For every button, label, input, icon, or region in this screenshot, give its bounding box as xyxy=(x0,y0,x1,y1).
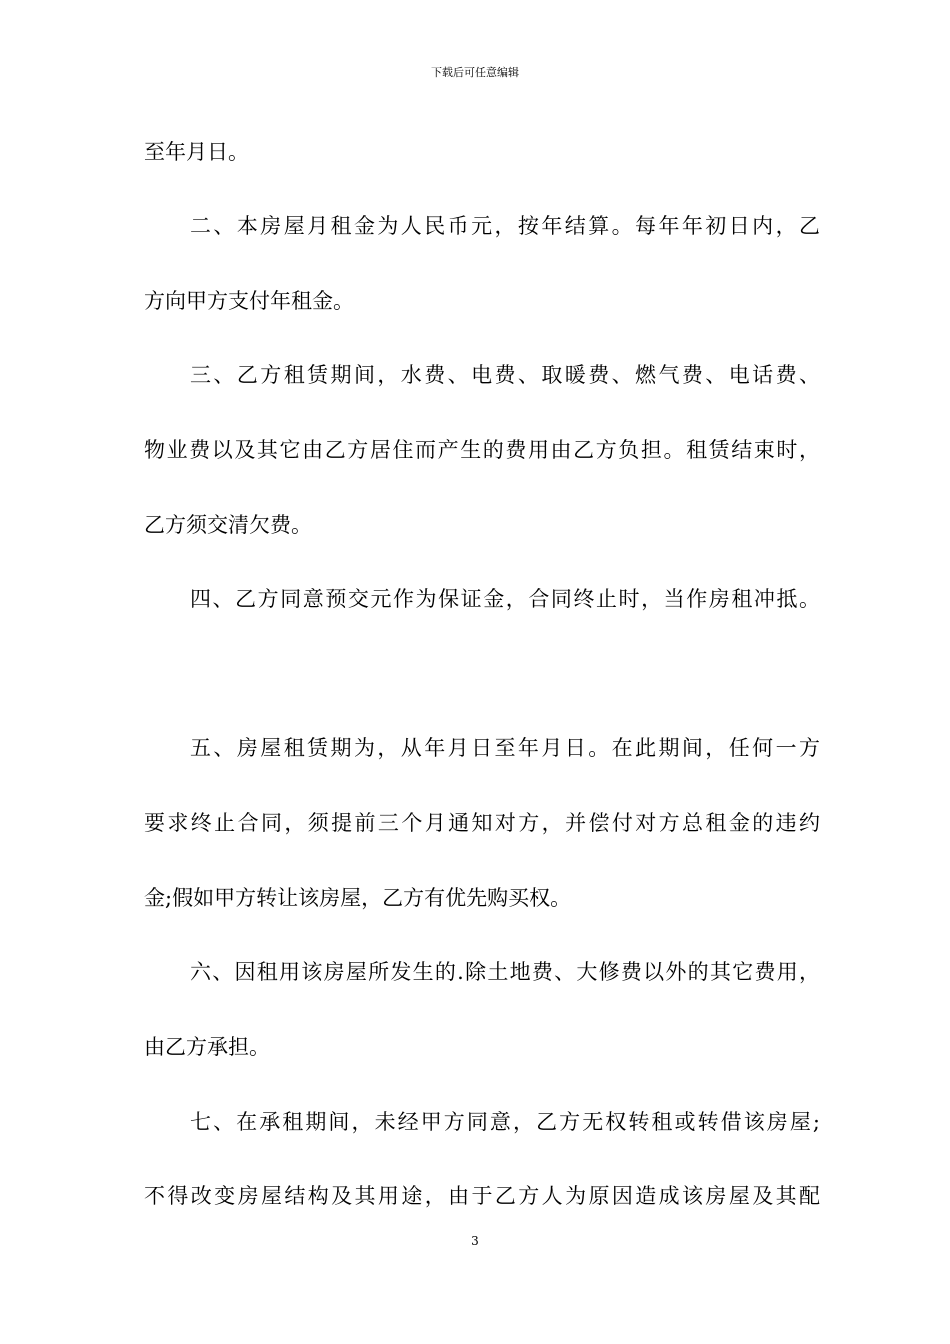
page-number: 3 xyxy=(471,1234,479,1248)
page-header-note: 下载后可任意编辑 xyxy=(431,66,519,79)
paragraph-line: 四、乙方同意预交元作为保证金，合同终止时，当作房租冲抵。 xyxy=(190,587,820,611)
paragraph-line: 乙方须交清欠费。 xyxy=(144,513,312,537)
paragraph-line: 三、乙方租赁期间，水费、电费、取暖费、燃气费、电话费、 xyxy=(190,363,820,387)
paragraph-line: 五、房屋租赁期为，从年月日至年月日。在此期间，任何一方 xyxy=(190,736,820,760)
paragraph-line: 由乙方承担。 xyxy=(144,1035,270,1059)
paragraph-line: 七、在承租期间，未经甲方同意，乙方无权转租或转借该房屋; xyxy=(190,1110,820,1134)
paragraph-line: 二、本房屋月租金为人民币元，按年结算。每年年初日内，乙 xyxy=(190,214,820,238)
paragraph-line: 至年月日。 xyxy=(144,140,249,164)
paragraph-line: 六、因租用该房屋所发生的.除土地费、大修费以外的其它费用， xyxy=(190,960,820,984)
paragraph-line: 方向甲方支付年租金。 xyxy=(144,289,354,313)
paragraph-line: 物业费以及其它由乙方居住而产生的费用由乙方负担。租赁结束时， xyxy=(144,438,820,462)
paragraph-line: 金;假如甲方转让该房屋，乙方有优先购买权。 xyxy=(144,886,572,910)
paragraph-line: 要求终止合同，须提前三个月通知对方，并偿付对方总租金的违约 xyxy=(144,811,820,835)
paragraph-line: 不得改变房屋结构及其用途，由于乙方人为原因造成该房屋及其配 xyxy=(144,1184,820,1208)
